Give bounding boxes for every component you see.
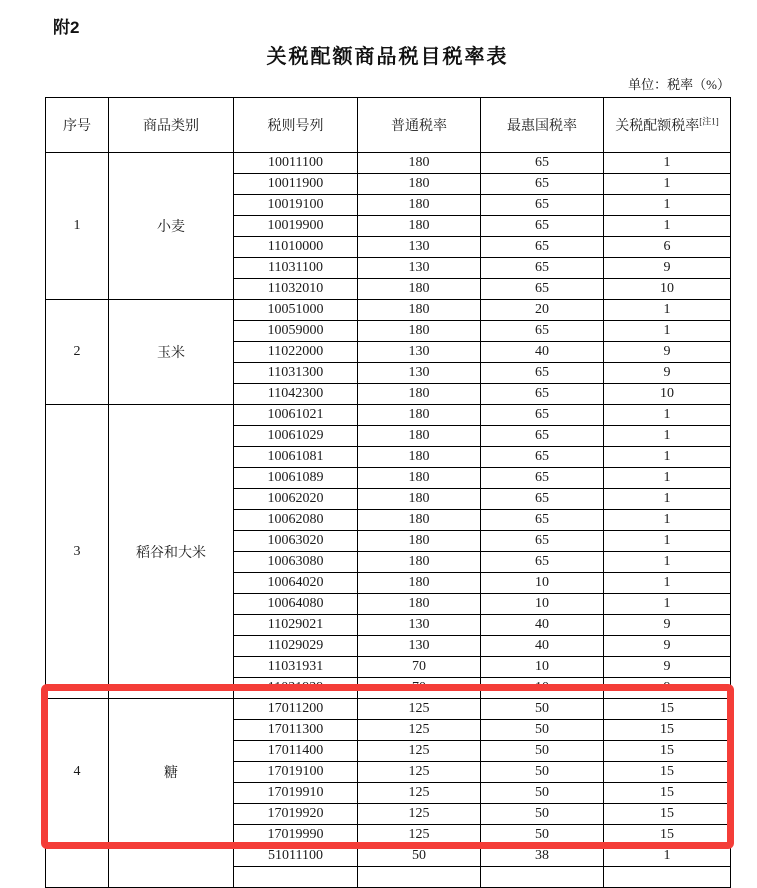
cell-quota-rate: 15 bbox=[604, 762, 731, 783]
cell-tariff-no: 10061029 bbox=[234, 426, 358, 447]
cell-tariff-no bbox=[234, 867, 358, 888]
cell-general-rate bbox=[358, 867, 481, 888]
cell-mfn-rate: 10 bbox=[481, 678, 604, 699]
cell-mfn-rate: 50 bbox=[481, 699, 604, 720]
cell-general-rate: 125 bbox=[358, 741, 481, 762]
cell-tariff-no: 10061089 bbox=[234, 468, 358, 489]
cell-tariff-no: 11010000 bbox=[234, 237, 358, 258]
table-row bbox=[46, 846, 731, 867]
table-row bbox=[46, 153, 731, 174]
column-header-5: 关税配额税率[注1] bbox=[604, 98, 731, 153]
cell-mfn-rate: 65 bbox=[481, 384, 604, 405]
cell-quota-rate: 1 bbox=[604, 447, 731, 468]
cell-mfn-rate: 40 bbox=[481, 636, 604, 657]
cell-quota-rate: 1 bbox=[604, 426, 731, 447]
cell-tariff-no: 11029029 bbox=[234, 636, 358, 657]
cell-tariff-no: 11031939 bbox=[234, 678, 358, 699]
cell-category bbox=[109, 846, 234, 888]
cell-tariff-no: 17011200 bbox=[234, 699, 358, 720]
cell-tariff-no: 11031100 bbox=[234, 258, 358, 279]
cell-section-no: 3 bbox=[46, 405, 109, 699]
cell-general-rate: 130 bbox=[358, 363, 481, 384]
cell-general-rate: 180 bbox=[358, 216, 481, 237]
cell-general-rate: 180 bbox=[358, 300, 481, 321]
cell-tariff-no: 17019100 bbox=[234, 762, 358, 783]
cell-mfn-rate: 65 bbox=[481, 426, 604, 447]
cell-tariff-no: 11032010 bbox=[234, 279, 358, 300]
cell-mfn-rate: 20 bbox=[481, 300, 604, 321]
cell-mfn-rate: 65 bbox=[481, 174, 604, 195]
cell-general-rate: 125 bbox=[358, 720, 481, 741]
cell-general-rate: 70 bbox=[358, 678, 481, 699]
cell-general-rate: 130 bbox=[358, 258, 481, 279]
cell-general-rate: 180 bbox=[358, 195, 481, 216]
cell-section-no: 2 bbox=[46, 300, 109, 405]
cell-quota-rate: 15 bbox=[604, 699, 731, 720]
cell-mfn-rate: 65 bbox=[481, 237, 604, 258]
cell-general-rate: 125 bbox=[358, 804, 481, 825]
cell-general-rate: 70 bbox=[358, 657, 481, 678]
cell-general-rate: 125 bbox=[358, 783, 481, 804]
cell-mfn-rate: 50 bbox=[481, 804, 604, 825]
cell-quota-rate: 9 bbox=[604, 678, 731, 699]
column-header-2: 税则号列 bbox=[234, 98, 358, 153]
cell-mfn-rate: 50 bbox=[481, 741, 604, 762]
cell-mfn-rate: 50 bbox=[481, 762, 604, 783]
cell-mfn-rate: 65 bbox=[481, 489, 604, 510]
cell-quota-rate: 1 bbox=[604, 174, 731, 195]
cell-general-rate: 130 bbox=[358, 237, 481, 258]
cell-mfn-rate: 65 bbox=[481, 153, 604, 174]
cell-general-rate: 130 bbox=[358, 615, 481, 636]
cell-general-rate: 180 bbox=[358, 510, 481, 531]
cell-tariff-no: 17019910 bbox=[234, 783, 358, 804]
cell-mfn-rate: 65 bbox=[481, 195, 604, 216]
table-header-row bbox=[46, 98, 731, 153]
cell-quota-rate: 1 bbox=[604, 510, 731, 531]
cell-tariff-no: 10062080 bbox=[234, 510, 358, 531]
cell-category: 小麦 bbox=[109, 153, 234, 300]
cell-quota-rate: 9 bbox=[604, 363, 731, 384]
cell-general-rate: 180 bbox=[358, 279, 481, 300]
cell-mfn-rate: 50 bbox=[481, 783, 604, 804]
cell-mfn-rate: 65 bbox=[481, 321, 604, 342]
cell-general-rate: 180 bbox=[358, 384, 481, 405]
cell-tariff-no: 10064020 bbox=[234, 573, 358, 594]
cell-general-rate: 130 bbox=[358, 636, 481, 657]
cell-general-rate: 180 bbox=[358, 447, 481, 468]
cell-tariff-no: 11031300 bbox=[234, 363, 358, 384]
cell-tariff-no: 11029021 bbox=[234, 615, 358, 636]
cell-general-rate: 180 bbox=[358, 594, 481, 615]
cell-tariff-no: 10063020 bbox=[234, 531, 358, 552]
cell-quota-rate: 9 bbox=[604, 636, 731, 657]
cell-mfn-rate: 65 bbox=[481, 447, 604, 468]
table-row bbox=[46, 405, 731, 426]
header-note-superscript: [注1] bbox=[699, 116, 719, 127]
cell-mfn-rate: 65 bbox=[481, 258, 604, 279]
cell-general-rate: 180 bbox=[358, 573, 481, 594]
cell-section-no: 1 bbox=[46, 153, 109, 300]
column-header-4: 最惠国税率 bbox=[481, 98, 604, 153]
cell-mfn-rate: 65 bbox=[481, 468, 604, 489]
column-header-3: 普通税率 bbox=[358, 98, 481, 153]
cell-quota-rate: 9 bbox=[604, 615, 731, 636]
cell-tariff-no: 17019990 bbox=[234, 825, 358, 846]
column-header-0: 序号 bbox=[46, 98, 109, 153]
cell-section-no bbox=[46, 846, 109, 888]
cell-tariff-no: 10011100 bbox=[234, 153, 358, 174]
cell-general-rate: 125 bbox=[358, 825, 481, 846]
cell-general-rate: 180 bbox=[358, 552, 481, 573]
cell-category: 糖 bbox=[109, 699, 234, 846]
cell-mfn-rate: 50 bbox=[481, 720, 604, 741]
cell-tariff-no: 10064080 bbox=[234, 594, 358, 615]
cell-tariff-no: 10061021 bbox=[234, 405, 358, 426]
cell-tariff-no: 11031931 bbox=[234, 657, 358, 678]
cell-quota-rate: 1 bbox=[604, 489, 731, 510]
cell-quota-rate: 1 bbox=[604, 300, 731, 321]
cell-tariff-no: 10062020 bbox=[234, 489, 358, 510]
cell-quota-rate: 1 bbox=[604, 573, 731, 594]
tariff-rate-table bbox=[45, 97, 731, 888]
cell-general-rate: 180 bbox=[358, 153, 481, 174]
cell-quota-rate: 1 bbox=[604, 216, 731, 237]
cell-general-rate: 50 bbox=[358, 846, 481, 867]
table-row bbox=[46, 699, 731, 720]
cell-mfn-rate: 65 bbox=[481, 279, 604, 300]
cell-mfn-rate: 50 bbox=[481, 825, 604, 846]
cell-quota-rate: 10 bbox=[604, 384, 731, 405]
cell-mfn-rate: 40 bbox=[481, 342, 604, 363]
cell-category: 稻谷和大米 bbox=[109, 405, 234, 699]
cell-general-rate: 180 bbox=[358, 426, 481, 447]
cell-mfn-rate: 40 bbox=[481, 615, 604, 636]
cell-tariff-no: 51011100 bbox=[234, 846, 358, 867]
cell-quota-rate: 15 bbox=[604, 741, 731, 762]
cell-quota-rate: 1 bbox=[604, 195, 731, 216]
cell-tariff-no: 17011300 bbox=[234, 720, 358, 741]
cell-general-rate: 180 bbox=[358, 531, 481, 552]
cell-tariff-no: 10051000 bbox=[234, 300, 358, 321]
cell-mfn-rate bbox=[481, 867, 604, 888]
cell-quota-rate: 1 bbox=[604, 531, 731, 552]
cell-general-rate: 180 bbox=[358, 174, 481, 195]
attachment-label: 附2 bbox=[53, 18, 80, 37]
cell-mfn-rate: 65 bbox=[481, 531, 604, 552]
unit-label: 单位：税率（%） bbox=[628, 77, 730, 92]
cell-tariff-no: 10019900 bbox=[234, 216, 358, 237]
cell-mfn-rate: 10 bbox=[481, 573, 604, 594]
cell-general-rate: 180 bbox=[358, 468, 481, 489]
cell-tariff-no: 10011900 bbox=[234, 174, 358, 195]
cell-mfn-rate: 65 bbox=[481, 510, 604, 531]
cell-quota-rate: 1 bbox=[604, 552, 731, 573]
cell-general-rate: 130 bbox=[358, 342, 481, 363]
cell-tariff-no: 10019100 bbox=[234, 195, 358, 216]
cell-quota-rate: 9 bbox=[604, 657, 731, 678]
table-body bbox=[46, 153, 731, 888]
cell-general-rate: 180 bbox=[358, 321, 481, 342]
cell-quota-rate: 15 bbox=[604, 783, 731, 804]
cell-quota-rate: 15 bbox=[604, 825, 731, 846]
cell-quota-rate: 10 bbox=[604, 279, 731, 300]
cell-general-rate: 125 bbox=[358, 762, 481, 783]
cell-tariff-no: 10063080 bbox=[234, 552, 358, 573]
cell-general-rate: 125 bbox=[358, 699, 481, 720]
table-row bbox=[46, 300, 731, 321]
cell-mfn-rate: 65 bbox=[481, 363, 604, 384]
cell-mfn-rate: 65 bbox=[481, 216, 604, 237]
cell-quota-rate bbox=[604, 867, 731, 888]
column-header-1: 商品类别 bbox=[109, 98, 234, 153]
cell-general-rate: 180 bbox=[358, 489, 481, 510]
cell-tariff-no: 10061081 bbox=[234, 447, 358, 468]
cell-tariff-no: 11022000 bbox=[234, 342, 358, 363]
cell-mfn-rate: 38 bbox=[481, 846, 604, 867]
cell-mfn-rate: 65 bbox=[481, 405, 604, 426]
cell-mfn-rate: 65 bbox=[481, 552, 604, 573]
cell-general-rate: 180 bbox=[358, 405, 481, 426]
cell-category: 玉米 bbox=[109, 300, 234, 405]
cell-mfn-rate: 10 bbox=[481, 657, 604, 678]
page-title: 关税配额商品税目税率表 bbox=[266, 46, 509, 68]
cell-quota-rate: 1 bbox=[604, 153, 731, 174]
cell-quota-rate: 1 bbox=[604, 321, 731, 342]
cell-mfn-rate: 10 bbox=[481, 594, 604, 615]
cell-quota-rate: 6 bbox=[604, 237, 731, 258]
cell-quota-rate: 1 bbox=[604, 846, 731, 867]
cell-quota-rate: 1 bbox=[604, 468, 731, 489]
cell-tariff-no: 17019920 bbox=[234, 804, 358, 825]
cell-tariff-no: 11042300 bbox=[234, 384, 358, 405]
cell-tariff-no: 17011400 bbox=[234, 741, 358, 762]
cell-quota-rate: 15 bbox=[604, 804, 731, 825]
cell-quota-rate: 9 bbox=[604, 342, 731, 363]
cell-quota-rate: 9 bbox=[604, 258, 731, 279]
cell-section-no: 4 bbox=[46, 699, 109, 846]
cell-tariff-no: 10059000 bbox=[234, 321, 358, 342]
cell-quota-rate: 15 bbox=[604, 720, 731, 741]
cell-quota-rate: 1 bbox=[604, 405, 731, 426]
cell-quota-rate: 1 bbox=[604, 594, 731, 615]
